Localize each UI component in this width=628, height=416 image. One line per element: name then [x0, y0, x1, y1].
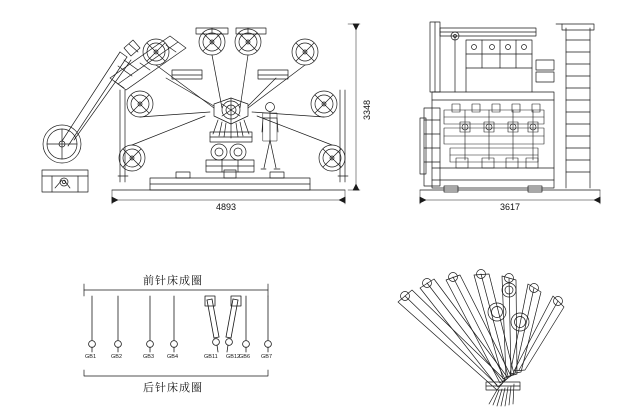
front-needle-bed-label: 前针床成圈	[143, 275, 203, 287]
guide-bar-fan-detail-view	[398, 270, 564, 407]
front-elevation-view	[42, 28, 348, 192]
front-height-dimension: 3348	[362, 99, 372, 120]
bar-label-gb11: GB11	[204, 354, 218, 360]
side-elevation-view	[420, 22, 600, 192]
bar-label-gb6: GB6	[239, 354, 251, 360]
top-beam-rollers	[119, 29, 345, 171]
guide-bar-arrangement-view	[84, 284, 271, 376]
bar-label-gb12: GB12	[226, 354, 241, 360]
bar-label-gb3: GB3	[143, 354, 155, 360]
bar-label-gb1: GB1	[85, 354, 97, 360]
back-needle-bed-label: 后针床成圈	[143, 382, 203, 394]
bar-label-gb2: GB2	[111, 354, 123, 360]
knitting-head	[206, 98, 254, 172]
side-width-dimension: 3617	[500, 202, 521, 212]
front-width-dimension: 4893	[216, 202, 237, 212]
bar-label-gb7: GB7	[261, 354, 273, 360]
bar-label-gb4: GB4	[167, 354, 179, 360]
access-ladder	[556, 24, 594, 188]
